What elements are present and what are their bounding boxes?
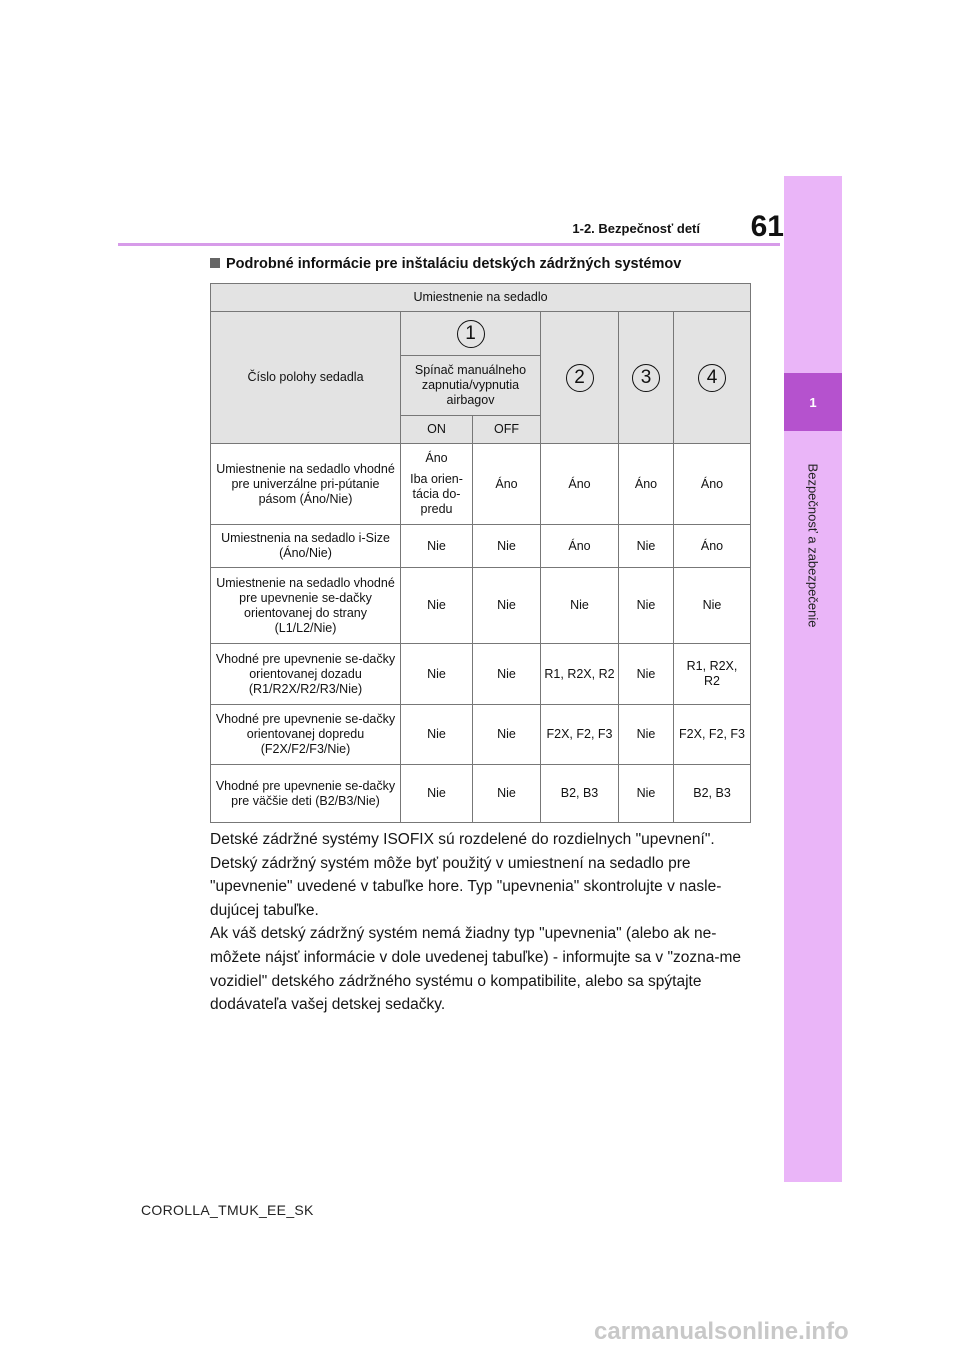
row-label: Vhodné pre upevnenie se-dačky orientovanej dozadu (R1/R2X/R2/R3/Nie) xyxy=(211,644,401,705)
position-1-header xyxy=(401,312,541,356)
cell-position-4: Nie xyxy=(674,568,751,644)
cell-position-4: B2, B3 xyxy=(674,765,751,823)
off-label: OFF xyxy=(473,416,541,444)
cell-position-2: Nie xyxy=(541,568,619,644)
row-label: Umiestnenia na sedadlo i-Size (Áno/Nie) xyxy=(211,525,401,568)
square-bullet-icon xyxy=(210,258,220,268)
table-row xyxy=(211,525,751,568)
section-title: 1-2. Bezpečnosť detí xyxy=(572,221,700,236)
body-paragraph: Detské zádržné systémy ISOFIX sú rozdelené do rozdielnych "upevnení". Detský zádržný systém môže byť použitý v umiestnení na sedadlo pre "upevnenie" uvedené v tabuľke hore. Typ "upevnenia" skontrolujte v nasle-dujúcej tabuľke. Ak váš detský zádržný systém nemá žiadny typ "upevnenia" (alebo ak ne-môžete nájsť informácie v dole uvedenej tabuľke) - informujte sa v "zozna-me vozidiel" detského zádržného systému o kompatibilite, alebo sa spýtajte dodávateľa vašej detskej sedačky. xyxy=(210,831,742,1014)
cell-position-3: Nie xyxy=(619,705,674,765)
table-row xyxy=(211,644,751,705)
cell-position-2: Áno xyxy=(541,525,619,568)
chapter-side-tab xyxy=(784,176,842,1182)
cell-position-2: R1, R2X, R2 xyxy=(541,644,619,705)
cell-off: Nie xyxy=(473,525,541,568)
position-4-header xyxy=(674,312,751,444)
page-number: 61 xyxy=(750,210,784,243)
child-seat-installation-table xyxy=(210,283,751,823)
document-code: COROLLA_TMUK_EE_SK xyxy=(141,1202,314,1218)
cell-on xyxy=(401,444,473,525)
row-label: Vhodné pre upevnenie se-dačky orientovanej dopredu (F2X/F2/F3/Nie) xyxy=(211,705,401,765)
cell-position-3: Nie xyxy=(619,765,674,823)
cell-on-top: Áno xyxy=(425,451,448,465)
chapter-number: 1 xyxy=(809,394,817,410)
cell-position-4: R1, R2X, R2 xyxy=(674,644,751,705)
cell-on-bottom: Iba orien-tácia do-predu xyxy=(410,472,463,516)
watermark: carmanualsonline.info xyxy=(594,1318,849,1345)
cell-off: Nie xyxy=(473,568,541,644)
cell-position-3: Nie xyxy=(619,568,674,644)
cell-off: Nie xyxy=(473,765,541,823)
table-row xyxy=(211,765,751,823)
position-3-circle: 3 xyxy=(632,364,660,392)
cell-position-3: Áno xyxy=(619,444,674,525)
airbag-switch-label: Spínač manuálneho zapnutia/vypnutia airbagov xyxy=(401,356,541,416)
section-subheading xyxy=(210,256,760,272)
cell-on: Nie xyxy=(401,765,473,823)
cell-position-2: Áno xyxy=(541,444,619,525)
position-2-header xyxy=(541,312,619,444)
table-top-header: Umiestnenie na sedadlo xyxy=(211,284,751,312)
cell-on: Nie xyxy=(401,705,473,765)
cell-position-4: F2X, F2, F3 xyxy=(674,705,751,765)
position-3-header xyxy=(619,312,674,444)
position-4-circle: 4 xyxy=(698,364,726,392)
chapter-number-tab[interactable] xyxy=(784,373,842,431)
row-label: Vhodné pre upevnenie se-dačky pre väčšie deti (B2/B3/Nie) xyxy=(211,765,401,823)
table-row xyxy=(211,568,751,644)
cell-position-4: Áno xyxy=(674,444,751,525)
position-2-circle: 2 xyxy=(566,364,594,392)
cell-on: Nie xyxy=(401,525,473,568)
table-row xyxy=(211,705,751,765)
cell-position-3: Nie xyxy=(619,525,674,568)
cell-off: Nie xyxy=(473,644,541,705)
cell-on: Nie xyxy=(401,644,473,705)
cell-off: Áno xyxy=(473,444,541,525)
cell-position-2: B2, B3 xyxy=(541,765,619,823)
row-label: Umiestnenie na sedadlo vhodné pre upevnenie se-dačky orientovanej do strany (L1/L2/Nie) xyxy=(211,568,401,644)
header-divider xyxy=(118,243,780,246)
row-label: Umiestnenie na sedadlo vhodné pre univerzálne pri-pútanie pásom (Áno/Nie) xyxy=(211,444,401,525)
cell-position-2: F2X, F2, F3 xyxy=(541,705,619,765)
cell-off: Nie xyxy=(473,705,541,765)
cell-on: Nie xyxy=(401,568,473,644)
table-row xyxy=(211,444,751,525)
position-1-circle: 1 xyxy=(457,320,485,348)
seat-position-label: Číslo polohy sedadla xyxy=(211,312,401,444)
subheading-text: Podrobné informácie pre inštaláciu detských zádržných systémov xyxy=(226,256,682,272)
chapter-title-vertical: Bezpečnosť a zabezpečenie xyxy=(805,463,821,628)
on-label: ON xyxy=(401,416,473,444)
cell-position-4: Áno xyxy=(674,525,751,568)
cell-position-3: Nie xyxy=(619,644,674,705)
